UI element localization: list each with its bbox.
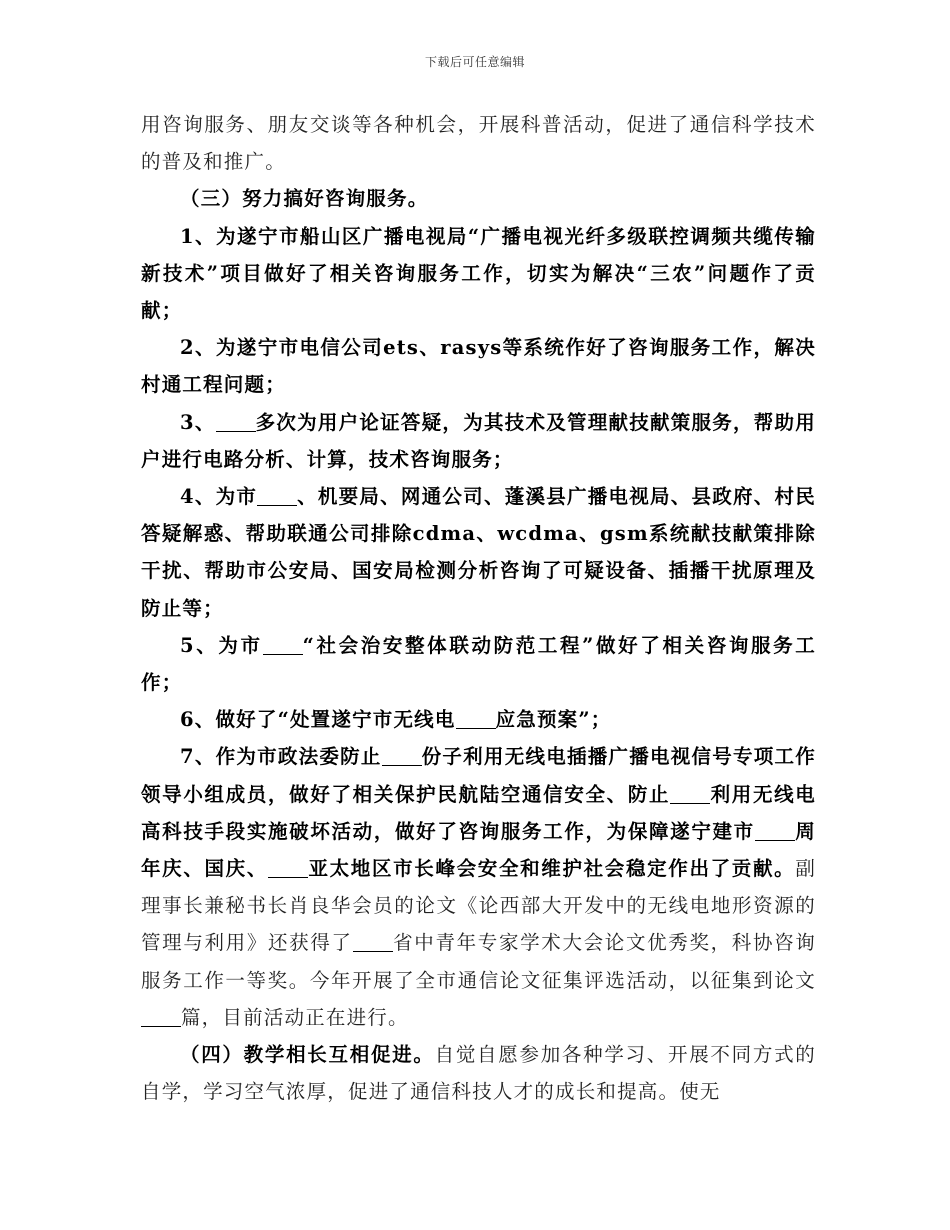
list-item-text-before: 3、 [180, 410, 216, 434]
list-item-text-part-5: 亚太地区市长峰会安全和维护社会稳定作出了贡献。 [307, 857, 796, 881]
blank-line [353, 932, 393, 953]
list-item-text-after: 多次为用户论证答疑，为其技术及管理献技献策服务，帮助用户进行电路分析、计算，技术咨询服务； [141, 410, 817, 471]
list-item-text-part-4: 周年庆、国庆、 [141, 819, 816, 881]
document-body [141, 106, 816, 1110]
blank-line [257, 485, 297, 506]
list-item-text-after: 应急预案”； [495, 708, 612, 732]
paragraph-text: 用咨询服务、朋友交谈等各种机会，开展科普活动，促进了通信科学技术的普及和推广。 [141, 113, 816, 174]
list-item-1 [141, 218, 816, 330]
list-item-text-part-3: 利用无线电高科技手段实施破坏活动，做好了咨询服务工作，为保障遂宁建市 [141, 782, 816, 843]
list-item-4 [141, 478, 816, 627]
blank-line [456, 709, 496, 730]
list-item-text-before: 6、做好了“处置遂宁市无线电 [180, 708, 456, 732]
heading-text: （三）努力搞好咨询服务。 [180, 187, 429, 211]
blank-line [263, 634, 303, 655]
section-heading-3 [141, 180, 816, 217]
blank-line [141, 1006, 181, 1027]
paragraph-text-part-3: 篇，目前活动正在进行。 [180, 1005, 409, 1029]
blank-line [670, 783, 710, 804]
list-item-7 [141, 738, 816, 1036]
list-item-text: 2、为遂宁市电信公司ets、rasys等系统作好了咨询服务工作，解决村通工程问题； [141, 336, 816, 397]
list-item-5 [141, 627, 816, 701]
blank-line [755, 820, 795, 841]
list-item-text-after: “社会治安整体联动防范工程”做好了相关咨询服务工作； [141, 633, 816, 695]
header-note: 下载后可任意编辑 [424, 55, 525, 69]
list-item-text-before: 4、为市 [180, 485, 258, 509]
list-item-text-part-2: 份子利用无线电插播广播电视信号专项工作领导小组成员，做好了相关保护民航陆空通信安全、防止 [141, 745, 816, 806]
blank-line [382, 746, 422, 767]
blank-line [268, 857, 308, 878]
list-item-text: 1、为遂宁市船山区广播电视局“广播电视光纤多级联控调频共缆传输新技术”项目做好了相关咨询服务工作，切实为解决“三农”问题作了贡献； [141, 224, 816, 323]
list-item-text-part-1: 7、作为市政法委防止 [180, 745, 382, 769]
paragraph-continuation [141, 106, 816, 180]
paragraph-text-part-1: 副理事长兼秘书长肖良华会员的论文《论西部大开发中的无线电地形资源的管理与利用》还获得了 [141, 857, 817, 955]
section-heading-4 [141, 1036, 816, 1110]
blank-line [216, 411, 256, 432]
list-item-2 [141, 329, 816, 403]
heading-text: （四）教学相长互相促进。 [180, 1043, 435, 1067]
paragraph-text: 自觉自愿参加各种学习、开展不同方式的自学，学习空气浓厚，促进了通信科技人才的成长和提高。使无 [141, 1043, 816, 1104]
list-item-text-before: 5、为市 [180, 633, 263, 657]
list-item-3 [141, 404, 816, 478]
list-item-text-after: 、机要局、网通公司、蓬溪县广播电视局、县政府、村民答疑解惑、帮助联通公司排除cdma、wcdma、gsm系统献技献策排除干扰、帮助市公安局、国安局检测分析咨询了可疑设备、插播干扰原理及防止等； [141, 485, 816, 620]
paragraph-text-part-2: 省中青年专家学术大会论文优秀奖，科协咨询服务工作一等奖。今年开展了全市通信论文征集评选活动，以征集到论文 [141, 931, 816, 992]
list-item-6 [141, 701, 816, 738]
